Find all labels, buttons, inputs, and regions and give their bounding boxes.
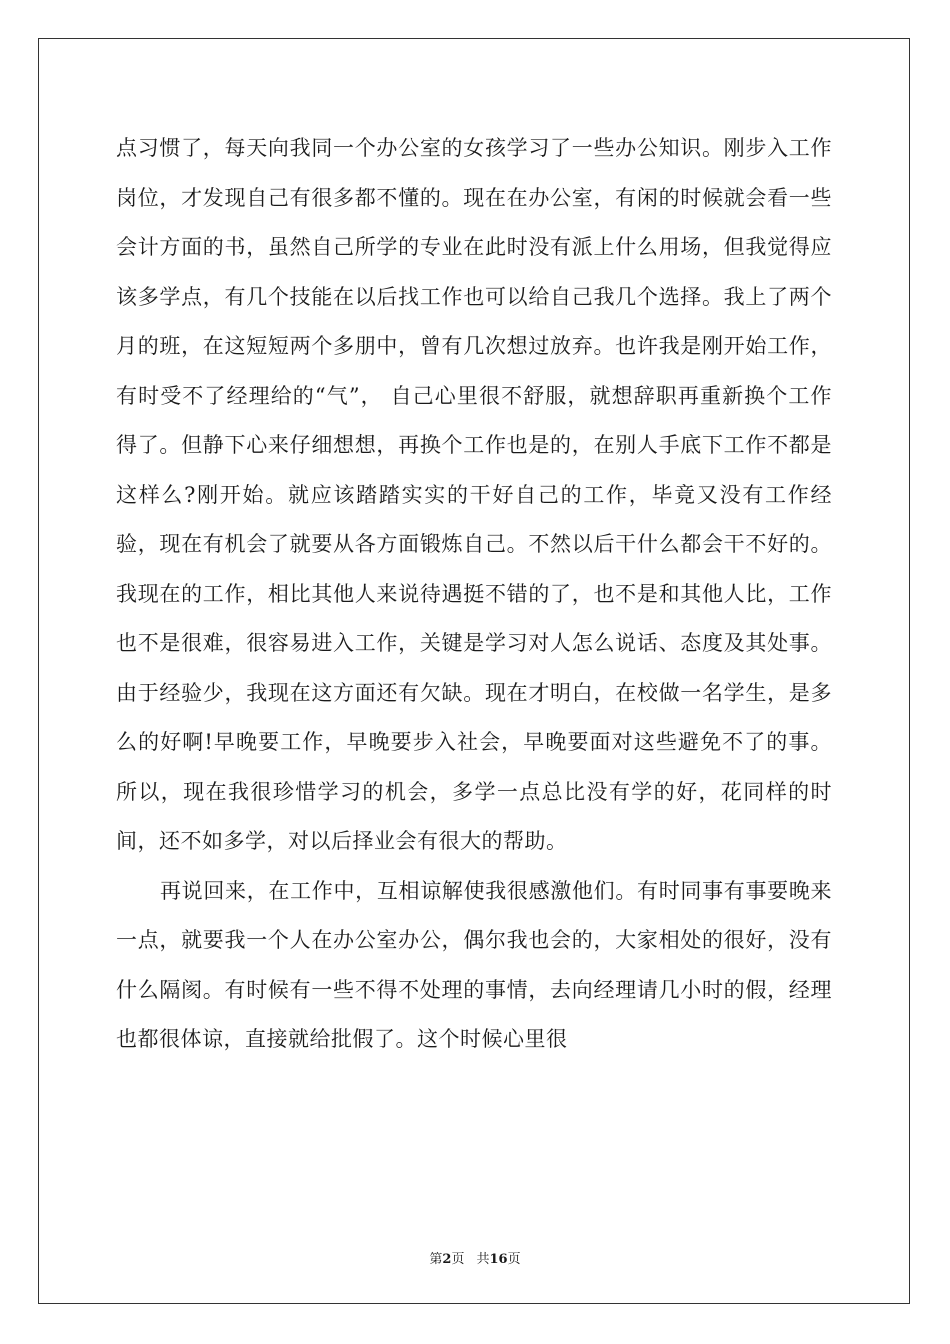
page-suffix: 页 xyxy=(451,1252,465,1267)
document-body xyxy=(116,124,832,1065)
page-footer xyxy=(0,1248,950,1267)
paragraph-2: 再说回来，在工作中，互相谅解使我很感激他们。有时同事有事要晚来一点，就要我一个人在办公室办公，偶尔我也会的，大家相处的很好，没有什么隔阂。有时候有一些不得不处理的事情，去向经理请几小时的假，经理也都很体谅，直接就给批假了。这个时候心里很 xyxy=(116,878,832,1051)
page-number: 2 xyxy=(442,1252,452,1267)
total-prefix: 共 xyxy=(476,1252,490,1267)
total-suffix: 页 xyxy=(507,1252,521,1267)
page-prefix: 第 xyxy=(429,1252,443,1267)
paragraph-1: 点习惯了，每天向我同一个办公室的女孩学习了一些办公知识。刚步入工作岗位，才发现自己有很多都不懂的。现在在办公室，有闲的时候就会看一些会计方面的书，虽然自己所学的专业在此时没有派上什么用场，但我觉得应该多学点，有几个技能在以后找工作也可以给自己我几个选择。我上了两个月的班，在这短短两个多朋中，曾有几次想过放弃。也许我是刚开始工作，有时受不了经理给的“气”， 自己心里很不舒服，就想辞职再重新换个工作得了。但静下心来仔细想想，再换个工作也是的，在别人手底下工作不都是这样么?刚开始。就应该踏踏实实的干好自己的工作，毕竟又没有工作经验，现在有机会了就要从各方面锻炼自己。不然以后干什么都会干不好的。我现在的工作，相比其他人来说待遇挺不错的了，也不是和其他人比，工作也不是很难，很容易进入工作，关键是学习对人怎么说话、态度及其处事。由于经验少，我现在这方面还有欠缺。现在才明白，在校做一名学生，是多么的好啊!早晚要工作，早晚要步入社会，早晚要面对这些避免不了的事。所以，现在我很珍惜学习的机会，多学一点总比没有学的好，花同样的时间，还不如多学，对以后择业会有很大的帮助。 xyxy=(116,136,832,853)
total-pages: 16 xyxy=(489,1252,508,1267)
